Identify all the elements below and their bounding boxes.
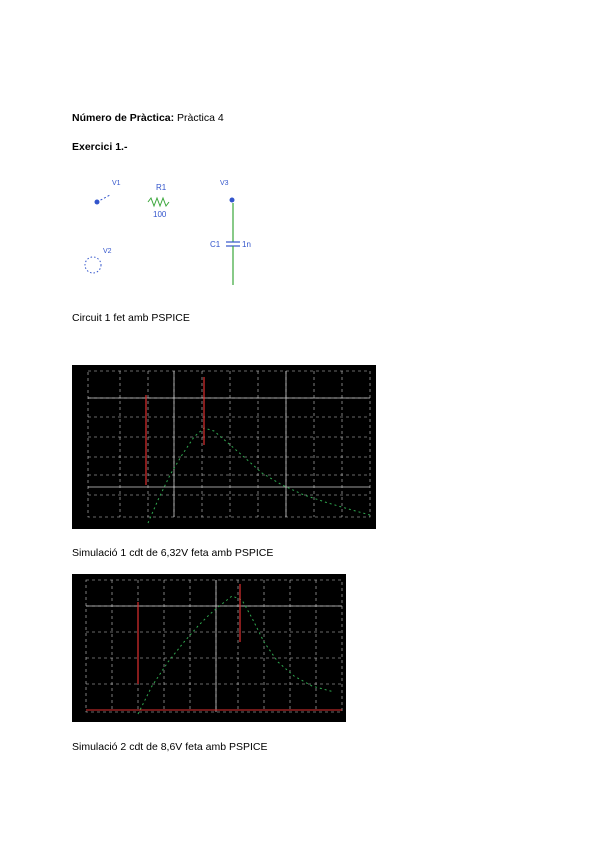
r1-value: 100 (153, 210, 167, 219)
circuit-caption: Circuit 1 fet amb PSPICE (72, 312, 190, 324)
simulation-plot-2 (72, 574, 346, 722)
simulation-plot-1 (72, 365, 376, 529)
c1-value: 1n (242, 240, 251, 249)
v3-label: V3 (220, 180, 229, 187)
practice-number-line (72, 112, 224, 124)
c1-label: C1 (210, 240, 221, 249)
v1-source (95, 180, 121, 205)
simulation-1-caption: Simulació 1 cdt de 6,32V feta amb PSPICE (72, 547, 274, 559)
circuit-schematic (80, 165, 270, 290)
exercise-title: Exercici 1.- (72, 141, 128, 153)
simulation-2-caption: Simulació 2 cdt de 8,6V feta amb PSPICE (72, 741, 268, 753)
r1-label: R1 (156, 183, 167, 192)
v3-node (220, 180, 235, 203)
c1-capacitor (210, 240, 251, 249)
practice-number-value: Pràctica 4 (174, 112, 224, 124)
practice-number-label: Número de Pràctica: (72, 112, 175, 124)
v2-source (85, 248, 112, 273)
v1-label: V1 (112, 180, 121, 187)
v2-label: V2 (103, 248, 112, 255)
r1-resistor (148, 183, 169, 219)
